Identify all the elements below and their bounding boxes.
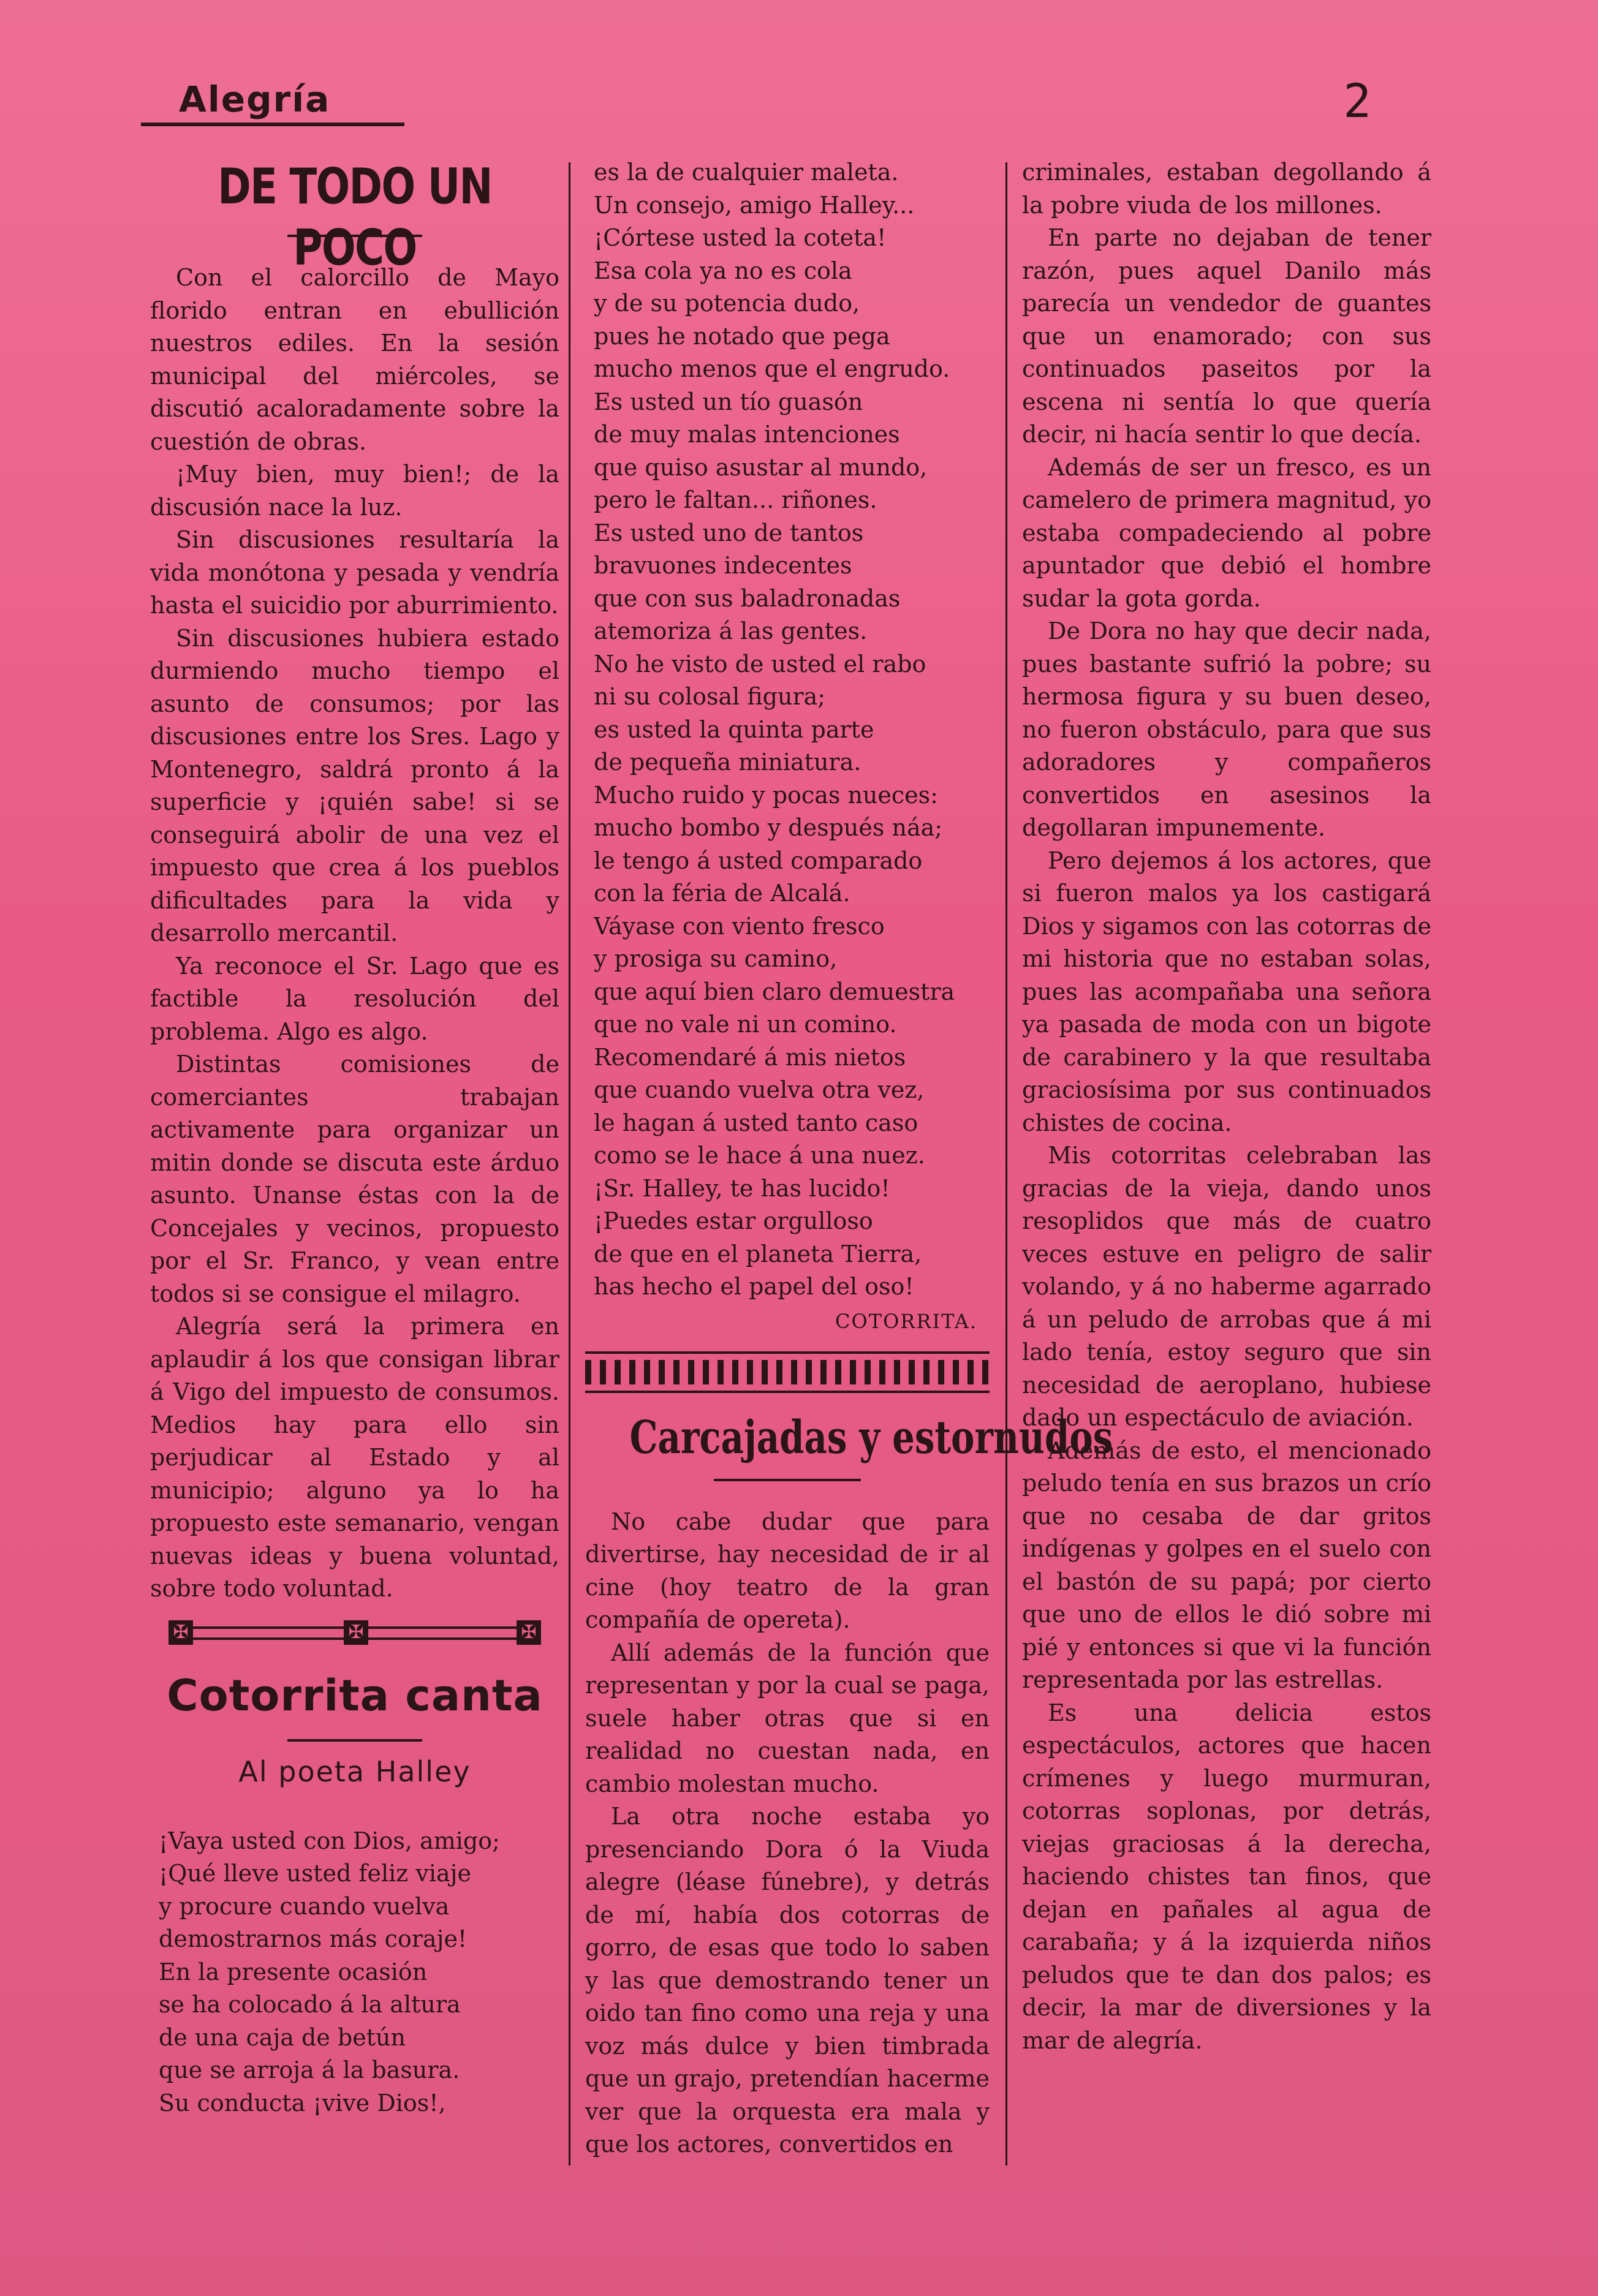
verse-line: Un consejo, amigo Halley... bbox=[594, 191, 915, 219]
poem-title: Cotorrita canta bbox=[167, 1670, 543, 1721]
verse-line: Es usted un tío guasón bbox=[594, 388, 863, 415]
paragraph: ¡Muy bien, muy bien!; de la discusión nace la luz. bbox=[150, 461, 559, 521]
verse-line: y procure cuando vuelva bbox=[159, 1892, 450, 1920]
title-rule bbox=[714, 1479, 861, 1481]
verse-line: le hagan á usted tanto caso bbox=[594, 1109, 918, 1136]
paragraph: Sin discusiones hubiera estado durmiendo mucho tiempo el asunto de consumos; por las discusiones entre los Sres. Lago y Montenegro, saldrá pronto á la superficie y ¡quién sabe! si se conseguirá abolir de una vez el impuesto que crea á los pueblos dificultades para la vida y desarrollo mercantil. bbox=[150, 624, 559, 946]
publication-name: Alegría bbox=[179, 78, 331, 120]
verse-line: ni su colosal figura; bbox=[594, 683, 826, 710]
paragraph: Mis cotorritas celebraban las gracias de la vieja, dando unos resoplidos que más de cuatro veces estuve en peligro de salir volando, y á no haberme agarrado á un peludo de arrobas que á mi lado tenía, estoy seguro que sin necesidad de aeroplano, hubiese dado un espectáculo de aviación. bbox=[1022, 1142, 1431, 1431]
article-title-de-todo-un-poco: DE TODO UN POCO bbox=[218, 158, 492, 276]
paragraph: Además de ser un fresco, es un camelero de primera magnitud, yo estaba compadeciendo al pobre apuntador que debió el hombre sudar la gota gorda. bbox=[1022, 453, 1431, 612]
article-body-de-todo-un-poco bbox=[150, 262, 559, 1606]
verse-line: Su conducta ¡vive Dios!, bbox=[159, 2089, 446, 2117]
paragraph: En parte no dejaban de tener razón, pues aquel Danilo más parecía un vendedor de guantes que un enamorado; con sus continuados paseitos por la escena ni sentía lo que quería decir, ni hacía sentir lo que decía. bbox=[1022, 224, 1431, 448]
poem-signature: COTORRITA. bbox=[835, 1309, 977, 1333]
paragraph: Además de esto, el mencionado peludo tenía en sus brazos un crío que no cesaba de dar gritos indígenas y golpes en el suelo con el bastón de su papá; por cierto que uno de ellos le dió sobre mi pié y entonces si que vi la función representada por las estrellas. bbox=[1022, 1437, 1431, 1693]
verse-line: que se arroja á la basura. bbox=[159, 2056, 460, 2083]
verse-line: pues he notado que pega bbox=[594, 322, 890, 350]
poem-continuation bbox=[585, 156, 990, 1304]
verse-line: Es usted uno de tantos bbox=[594, 519, 864, 546]
paragraph: Sin discusiones resultaría la vida monótona y pesada y vendría hasta el suicidio por aburrimiento. bbox=[150, 526, 559, 619]
verse-line: es la de cualquier maleta. bbox=[594, 159, 899, 186]
decorative-border bbox=[585, 1351, 990, 1393]
verse-line: ¡Qué lleve usted feliz viaje bbox=[159, 1860, 471, 1887]
verse-line: mucho menos que el engrudo. bbox=[594, 355, 950, 382]
column-divider-left bbox=[569, 162, 570, 2166]
verse-line: es usted la quinta parte bbox=[594, 716, 874, 743]
verse-line: mucho bombo y después náa; bbox=[594, 814, 943, 841]
verse-line: se ha colocado á la altura bbox=[159, 1991, 461, 2018]
column-divider-right bbox=[1005, 162, 1007, 2166]
paragraph: Alegría será la primera en aplaudir á los que consigan librar á Vigo del impuesto de consumos. Medios hay para ello sin perjudicar al Estado y al municipio; alguno ya lo ha propuesto este semanario, vengan nuevas ideas y buena voluntad, sobre todo voluntad. bbox=[150, 1313, 559, 1602]
poem-subtitle: Al poeta Halley bbox=[238, 1754, 471, 1788]
verse-line: ¡Puedes estar orgulloso bbox=[594, 1207, 873, 1234]
ornament-icon: ✠ bbox=[517, 1620, 541, 1645]
column-1 bbox=[150, 156, 559, 2120]
paragraph: Ya reconoce el Sr. Lago que es factible la resolución del problema. Algo es algo. bbox=[150, 952, 559, 1045]
verse-line: y de su potencia dudo, bbox=[594, 290, 860, 317]
verse-line: que quiso asustar al mundo, bbox=[594, 453, 928, 481]
verse-line: Esa cola ya no es cola bbox=[594, 257, 852, 284]
verse-line: y prosiga su camino, bbox=[594, 945, 838, 972]
ornament-icon: ✠ bbox=[344, 1620, 368, 1645]
verse-line: que no vale ni un comino. bbox=[594, 1011, 897, 1038]
verse-line: de una caja de betún bbox=[159, 2023, 406, 2051]
paragraph: Es una delicia estos espectáculos, actores que hacen crímenes y luego murmuran, cotorras soplonas, por detrás, viejas graciosas á la derecha, haciendo chistes tan finos, que dejan en pañales al agua de carabaña; y á la izquierda niños peludos que te dan dos palos; es decir, la mar de diversiones y la mar de alegría. bbox=[1022, 1699, 1431, 2054]
paragraph: Pero dejemos á los actores, que si fueron malos ya los castigará Dios y sigamos con las cotorras de mi historia que no estaban solas, pues las acompañaba una señora ya pasada de moda con un bigote de carabinero y la que resultaba graciosísima por sus continuados chistes de cocina. bbox=[1022, 847, 1431, 1136]
verse-line: le tengo á usted comparado bbox=[594, 847, 923, 874]
poem-title-rule bbox=[287, 1739, 422, 1742]
paragraph: Con el calorcillo de Mayo florido entran en ebullición nuestros ediles. En la sesión municipal del miércoles, se discutió acaloradamente sobre la cuestión de obras. bbox=[150, 264, 559, 455]
verse-line: has hecho el papel del oso! bbox=[594, 1273, 914, 1300]
verse-line: como se le hace á una nuez. bbox=[594, 1142, 925, 1169]
poem-stanza-1 bbox=[150, 1825, 559, 2120]
ornament-divider bbox=[150, 1615, 559, 1652]
verse-line: Váyase con viento fresco bbox=[594, 912, 885, 940]
verse-line: No he visto de usted el rabo bbox=[594, 650, 926, 678]
verse-line: atemoriza á las gentes. bbox=[594, 617, 868, 644]
verse-line: que aquí bien claro demuestra bbox=[594, 978, 955, 1005]
verse-line: Recomendaré á mis nietos bbox=[594, 1043, 906, 1071]
paragraph: Distintas comisiones de comerciantes trabajan activamente para organizar un mitin donde se discuta este árduo asunto. Unanse éstas con la de Concejales y vecinos, propuesto por el Sr. Franco, y vean entre todos si se consigue el milagro. bbox=[150, 1051, 559, 1307]
column-3 bbox=[1022, 156, 1431, 2057]
verse-line: Mucho ruido y pocas nueces: bbox=[594, 781, 938, 809]
paragraph: La otra noche estaba yo presenciando Dora ó la Viuda alegre (léase fúnebre), y detrás de mí, había dos cotorras de gorro, de esas que todo lo saben y las que demostrando tener un oido tan fino como una reja y una voz más dulce y bien timbrada que un grajo, pretendían hacerme ver que la orquesta era mala y que los actores, convertidos en bbox=[585, 1803, 990, 2158]
verse-line: que con sus baladronadas bbox=[594, 584, 901, 612]
column-2 bbox=[585, 156, 1113, 2161]
masthead-rule bbox=[141, 123, 404, 126]
paragraph: Allí además de la función que representan y por la cual se paga, suele haber otras que si en realidad no cuestan nada, en cambio molestan mucho. bbox=[585, 1639, 990, 1797]
verse-line: demostrarnos más coraje! bbox=[159, 1925, 468, 1952]
verse-line: de muy malas intenciones bbox=[594, 421, 900, 448]
paragraph: De Dora no hay que decir nada, pues bastante sufrió la pobre; su hermosa figura y su buen deseo, no fueron obstáculo, para que sus adoradores y compañeros convertidos en asesinos la degollaran impunemente. bbox=[1022, 617, 1431, 841]
verse-line: ¡Sr. Halley, te has lucido! bbox=[594, 1174, 890, 1202]
article-title-carcajadas: Carcajadas y estornudos bbox=[629, 1411, 1113, 1464]
verse-line: que cuando vuelva otra vez, bbox=[594, 1076, 925, 1103]
verse-line: bravuones indecentes bbox=[594, 552, 852, 579]
article-body-carcajadas bbox=[585, 1506, 990, 2161]
ornament-icon: ✠ bbox=[169, 1620, 193, 1645]
masthead bbox=[141, 78, 404, 126]
verse-line: En la presente ocasión bbox=[159, 1958, 428, 1985]
verse-line: con la féria de Alcalá. bbox=[594, 880, 850, 907]
verse-line: de que en el planeta Tierra, bbox=[594, 1240, 922, 1267]
paragraph: No cabe dudar que para divertirse, hay necesidad de ir al cine (hoy teatro de la gran compañía de opereta). bbox=[585, 1508, 990, 1633]
verse-line: pero le faltan... riñones. bbox=[594, 486, 877, 513]
verse-line: ¡Córtese usted la coteta! bbox=[594, 224, 887, 251]
verse-line: ¡Vaya usted con Dios, amigo; bbox=[159, 1827, 500, 1854]
page-number: 2 bbox=[1343, 74, 1371, 128]
paragraph: criminales, estaban degollando á la pobre viuda de los millones. bbox=[1022, 159, 1431, 219]
verse-line: de pequeña miniatura. bbox=[594, 749, 861, 776]
